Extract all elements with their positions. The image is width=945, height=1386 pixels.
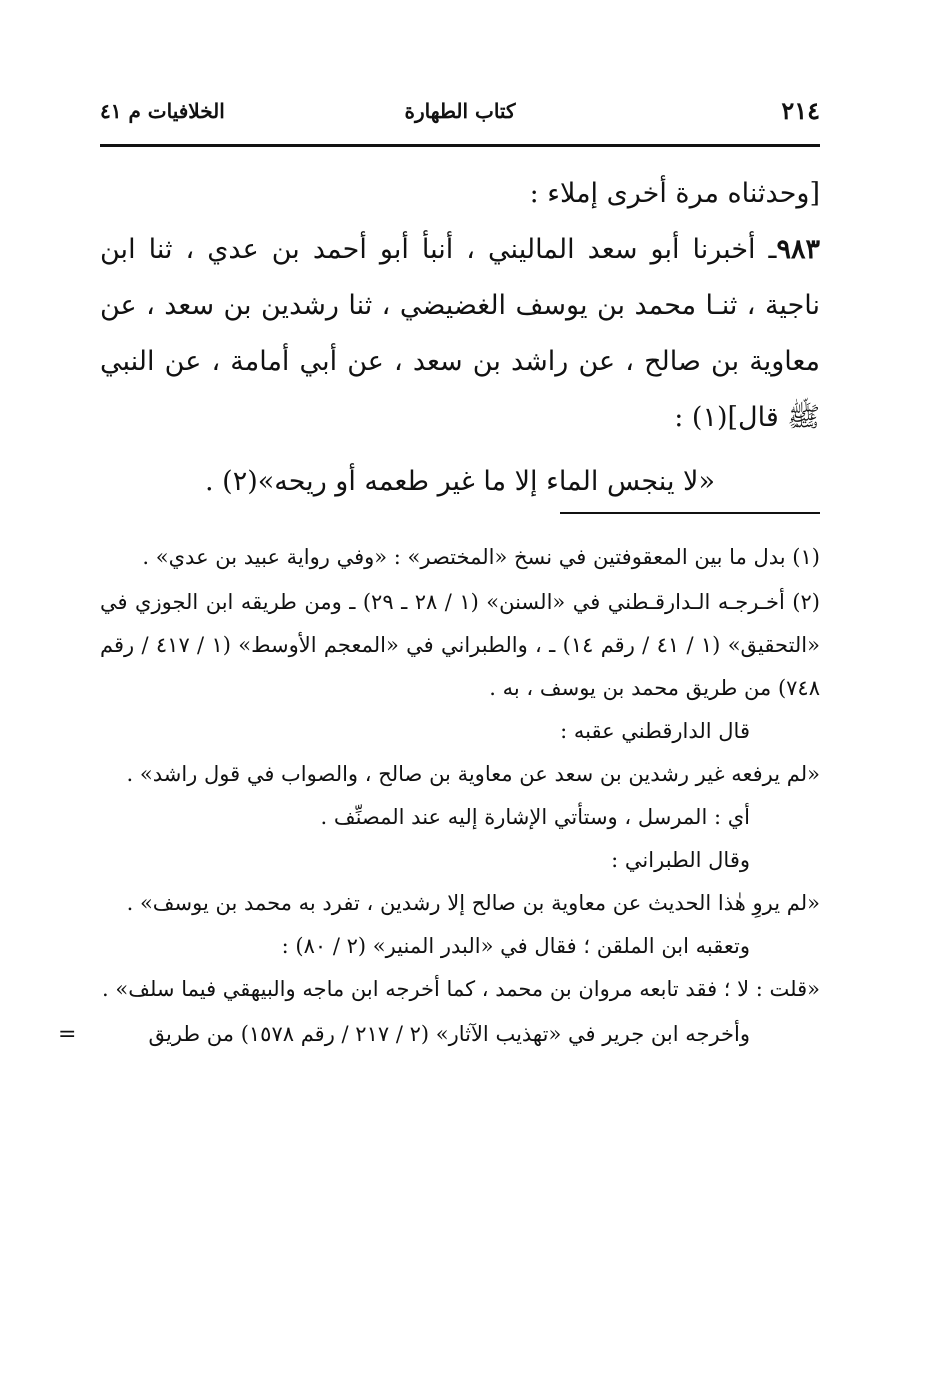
page-header — [100, 96, 820, 130]
section-label: الخلافيات م ٤١ — [100, 99, 225, 123]
footnote-paragraph: «لم يروِ هٰذا الحديث عن معاوية بن صالح إلا رشدين ، تفرد به محمد بن يوسف» . — [126, 891, 820, 915]
footnotes — [58, 536, 820, 1056]
footnote-paragraph: «قلت : لا ؛ فقد تابعه مروان بن محمد ، كما أخرجه ابن ماجه والبيهقي فيما سلف» . — [102, 977, 820, 1001]
footnote-last-text: وأخرجه ابن جرير في «تهذيب الآثار» (٢ / ٢١٧ / رقم ١٥٧٨) من طريق — [148, 1022, 750, 1046]
footnote-paragraph: (٢) أخـرجـه الـدارقـطني في «السنن» (١ / ٢٨ ـ ٢٩) ـ ومن طريقه ابن الجوزي في «التحقيق» (١ / ٤١ / رقم ١٤) ـ ، والطبراني في «المعجم الأوسط» (١ / ٤١٧ / رقم ٧٤٨) من طريق محمد بن يوسف ، به . — [100, 590, 820, 700]
isnad-paragraph — [100, 222, 820, 446]
footnote-paragraph: (١) بدل ما بين المعقوفتين في نسخ «المختصر» : «وفي رواية عبيد بن عدي» . — [142, 545, 820, 569]
footnote-paragraph: «لم يرفعه غير رشدين بن سعد عن معاوية بن صالح ، والصواب في قول راشد» . — [126, 762, 820, 786]
hadith-matn: «لا ينجس الماء إلا ما غير طعمه أو ريحه»(٢) . — [205, 466, 715, 497]
footnote-paragraph: وتعقبه ابن الملقن ؛ فقال في «البدر المنير» (٢ / ٨٠) : — [281, 934, 750, 958]
footnote-paragraph: أي : المرسل ، وستأتي الإشارة إليه عند المصنِّف . — [320, 805, 750, 829]
isnad-text: ـ أخبرنا أبو سعد الماليني ، أنبأ أبو أحمد بن عدي ، ثنا ابن ناجية ، ثنـا محمد بن يوسف الغضيضي ، ثنا رشدين بن سعد ، عن معاوية بن صالح ، عن راشد بن سعد ، عن أبي أمامة ، عن النبي ﷺ قال](١) : — [100, 234, 820, 433]
continuation-mark: = — [58, 1022, 77, 1047]
footnote-divider — [560, 512, 820, 514]
book-title: كتاب الطهارة — [404, 99, 516, 123]
intro-line: [وحدثناه مرة أخرى إملاء : — [529, 178, 820, 209]
header-divider — [100, 144, 820, 147]
footnote-paragraph: قال الدارقطني عقبه : — [560, 719, 750, 743]
page-number: ٢١٤ — [781, 96, 820, 125]
main-text — [100, 166, 820, 510]
footnote-paragraph: وقال الطبراني : — [611, 848, 750, 872]
footnote-last-line — [58, 1013, 820, 1056]
hadith-number: ٩٨٣ — [776, 234, 820, 265]
